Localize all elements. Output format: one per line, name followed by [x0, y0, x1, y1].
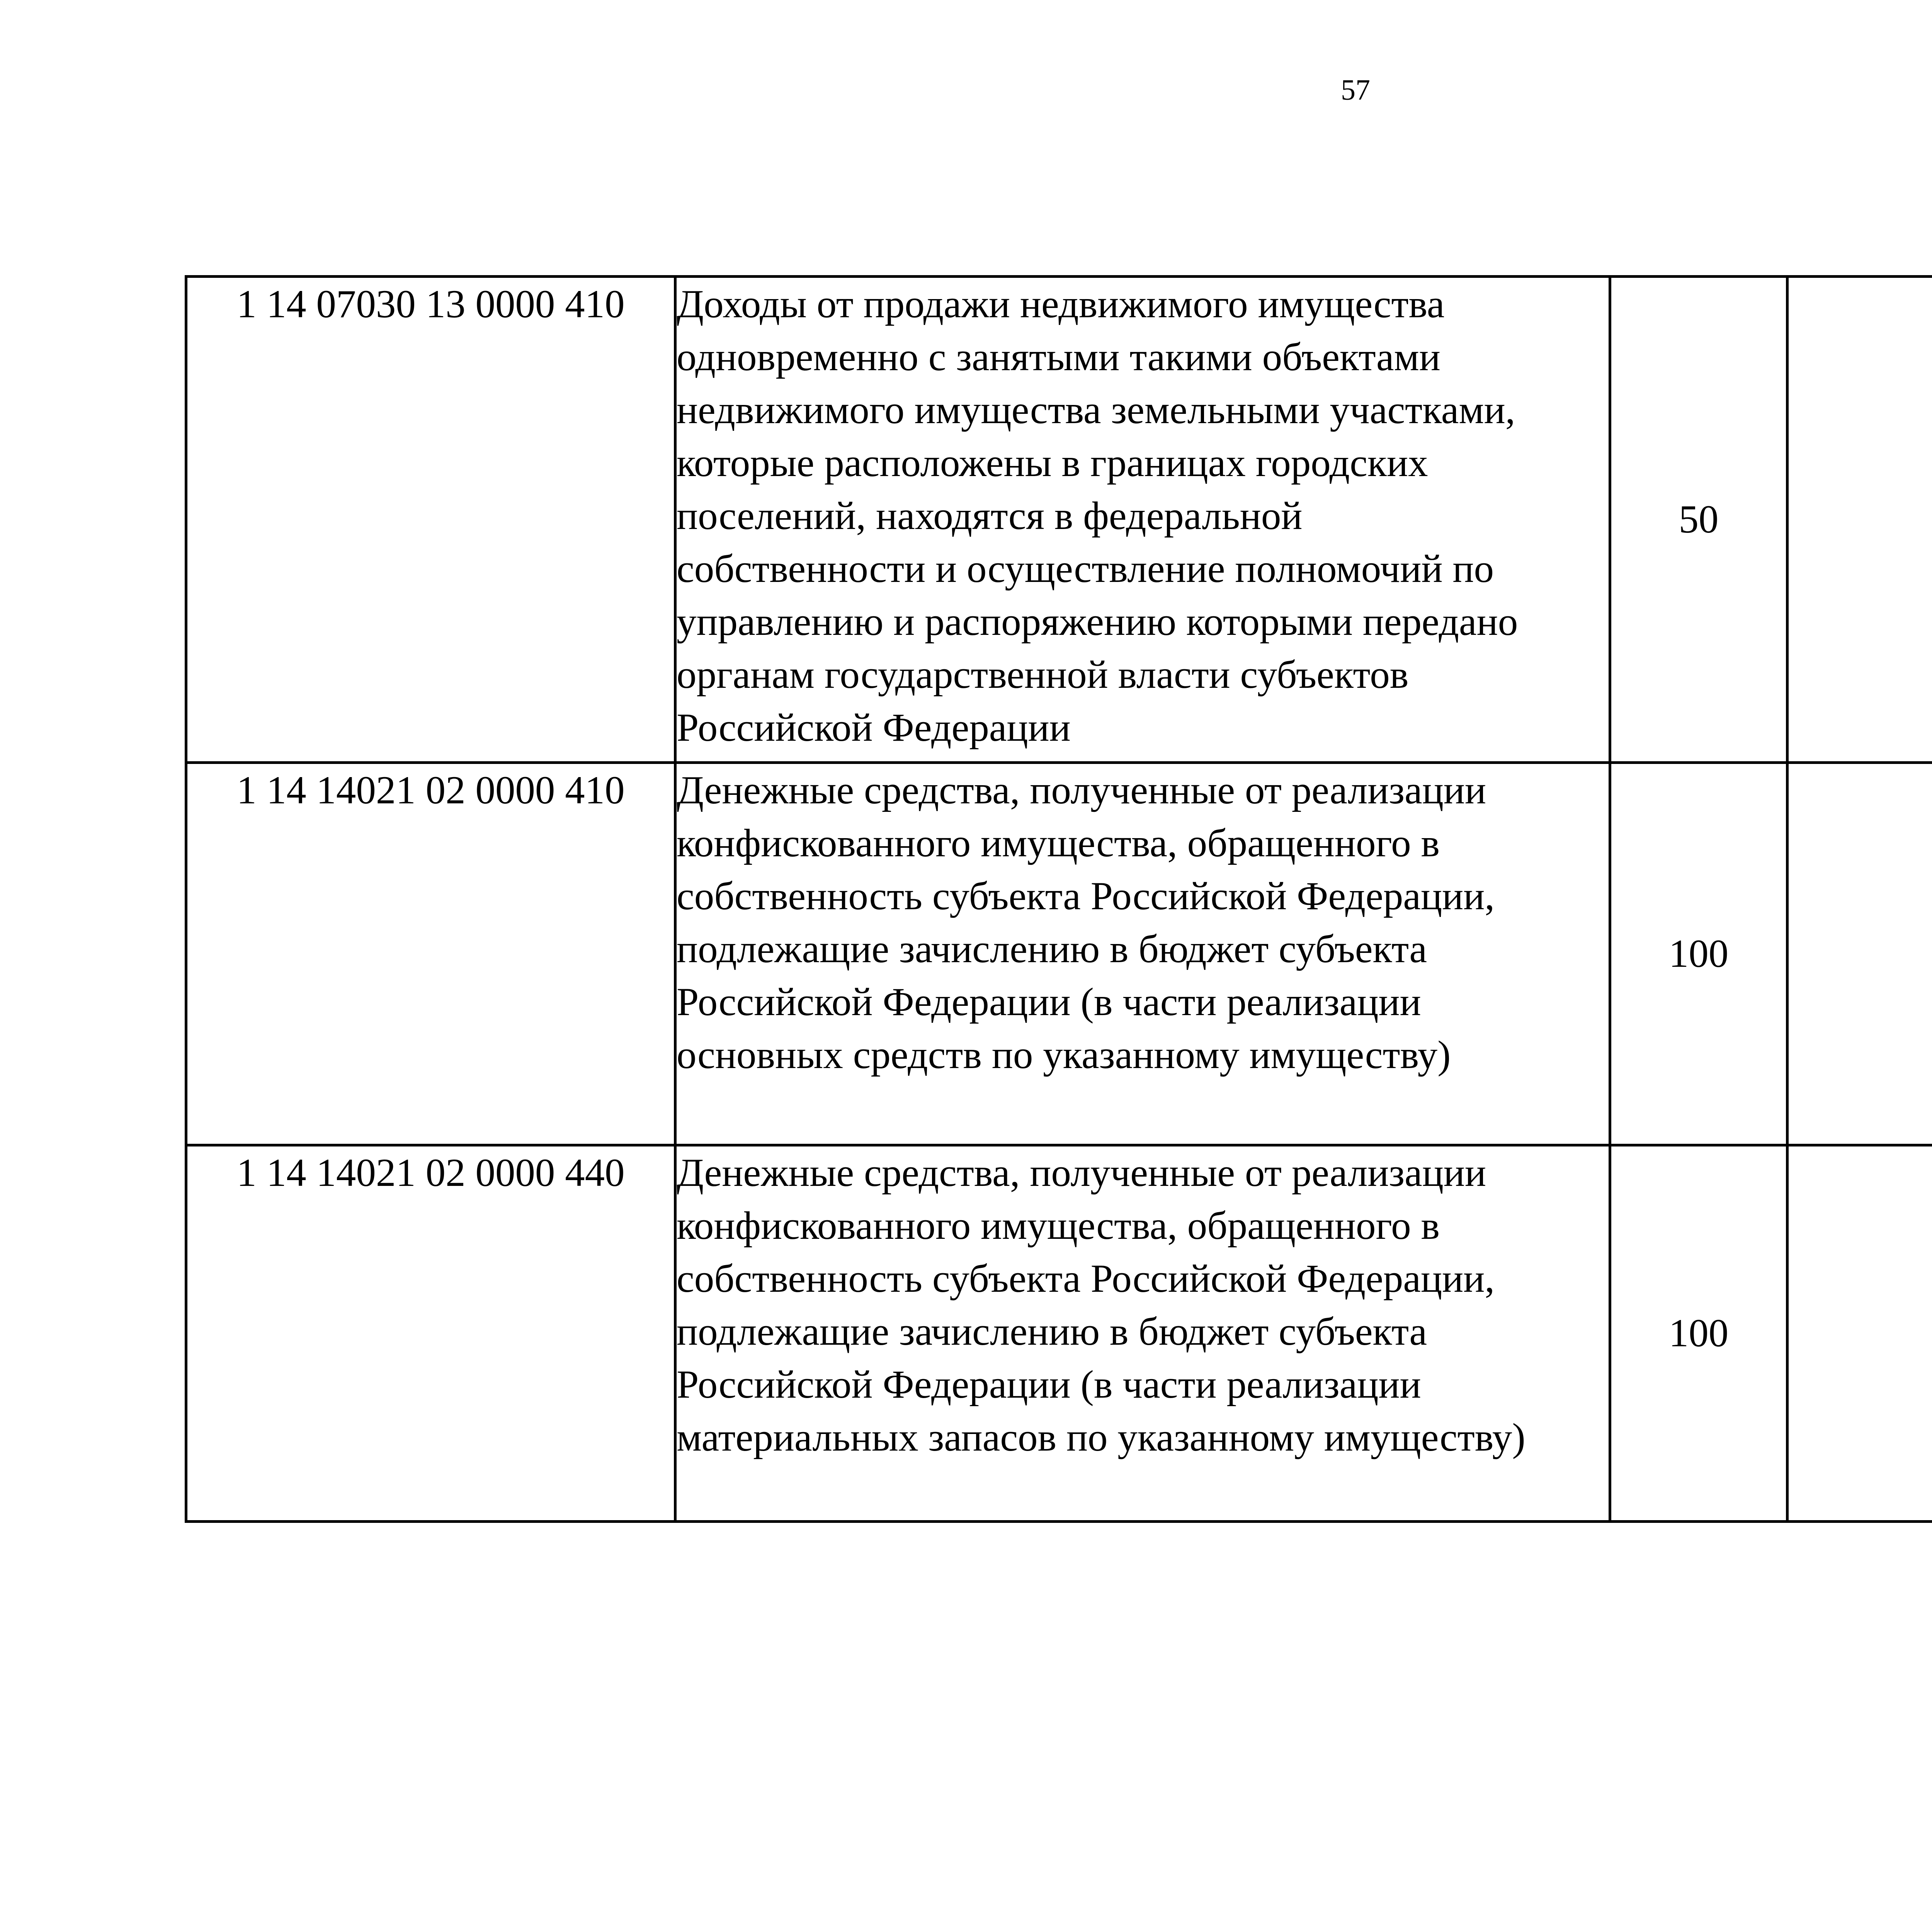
table-row [186, 277, 1932, 763]
description-line: собственность субъекта Российской Федерации, [677, 1257, 1495, 1301]
value-cell-1: 100 [1610, 1145, 1787, 1522]
description-line: Российской Федерации (в части реализации [677, 1362, 1421, 1407]
description-line: Российской Федерации [677, 706, 1071, 750]
value-cell-2 [1787, 763, 1932, 1145]
description-line: собственность субъекта Российской Федерации, [677, 874, 1495, 918]
budget-code-cell: 1 14 14021 02 0000 410 [186, 763, 675, 1145]
description-line: Доходы от продажи недвижимого имущества [677, 282, 1445, 326]
description-line: подлежащие зачислению в бюджет субъекта [677, 1310, 1427, 1354]
page-number: 57 [1341, 74, 1370, 106]
value-cell-1: 100 [1610, 763, 1787, 1145]
description-line: материальных запасов по указанному имуществу) [677, 1415, 1526, 1459]
description-line: недвижимого имущества земельными участками, [677, 388, 1515, 432]
table-row [186, 1145, 1932, 1522]
value-cell-1: 50 [1610, 277, 1787, 763]
description-cell [675, 763, 1610, 1145]
revenue-table [185, 275, 1932, 1523]
description-line: конфискованного имущества, обращенного в [677, 1204, 1440, 1248]
description-line: Российской Федерации (в части реализации [677, 980, 1421, 1024]
description-line: которые расположены в границах городских [677, 441, 1428, 485]
table-body [186, 277, 1932, 1522]
description-line: поселений, находятся в федеральной [677, 494, 1303, 538]
description-line: Денежные средства, полученные от реализации [677, 768, 1486, 812]
description-line: конфискованного имущества, обращенного в [677, 821, 1440, 865]
budget-code-cell: 1 14 14021 02 0000 440 [186, 1145, 675, 1522]
description-line: основных средств по указанному имуществу) [677, 1033, 1451, 1077]
description-line: управлению и распоряжению которыми передано [677, 600, 1518, 644]
table-row [186, 763, 1932, 1145]
budget-code-cell: 1 14 07030 13 0000 410 [186, 277, 675, 763]
description-line: собственности и осуществление полномочий по [677, 547, 1494, 591]
description-cell [675, 277, 1610, 763]
value-cell-2 [1787, 277, 1932, 763]
value-cell-2 [1787, 1145, 1932, 1522]
description-line: органам государственной власти субъектов [677, 653, 1409, 697]
description-line: одновременно с занятыми такими объектами [677, 335, 1440, 379]
description-line: подлежащие зачислению в бюджет субъекта [677, 927, 1427, 971]
description-line: Денежные средства, полученные от реализации [677, 1151, 1486, 1195]
description-cell [675, 1145, 1610, 1522]
